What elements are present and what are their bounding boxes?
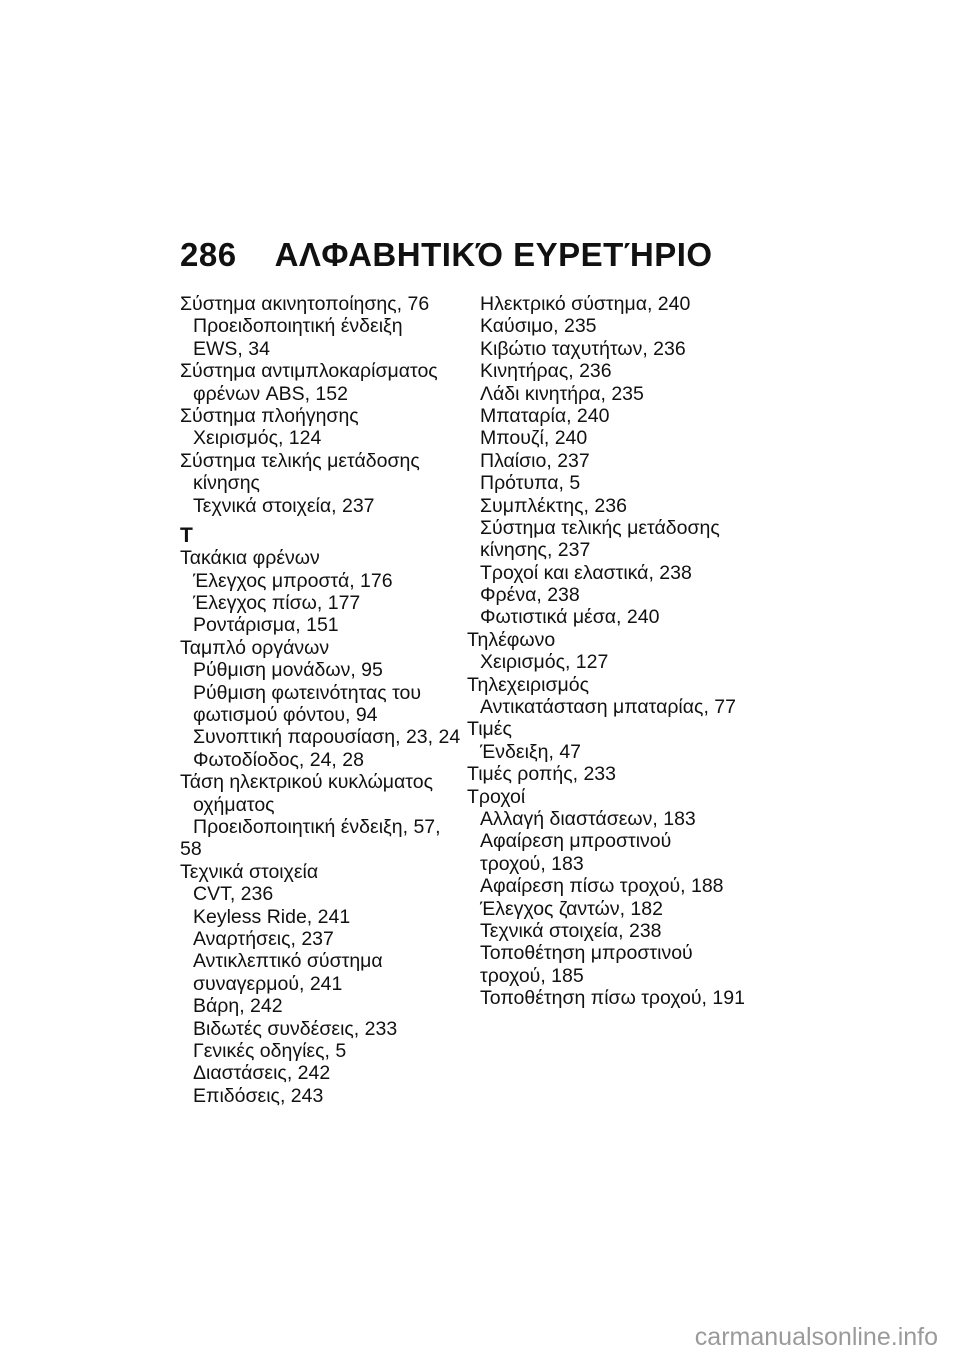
index-subentry: Τροχοί και ελαστικά, 238: [480, 561, 692, 584]
index-entry: Τηλεχειρισμός: [467, 673, 589, 696]
page-number: 286: [180, 236, 237, 273]
index-subentry: τροχού, 185: [480, 964, 584, 987]
index-subentry: Αντικατάσταση μπαταρίας, 77: [480, 696, 736, 719]
index-entry: Ταμπλό οργάνων: [180, 636, 330, 659]
index-letter-heading: T: [180, 523, 193, 547]
index-subentry: τροχού, 183: [480, 852, 584, 875]
index-subentry: Ένδειξη, 47: [480, 740, 582, 763]
index-subentry: Επιδόσεις, 243: [193, 1084, 324, 1107]
index-subentry: Τεχνικά στοιχεία, 238: [480, 919, 662, 942]
index-subentry: Τεχνικά στοιχεία, 237: [193, 494, 375, 517]
index-entry: Τιμές ροπής, 233: [467, 763, 616, 786]
index-entry: Τηλέφωνο: [467, 628, 556, 651]
index-subentry: Μπουζί, 240: [480, 427, 588, 450]
index-subentry: Προειδοποιητική ένδειξη, 57,: [193, 815, 441, 838]
index-subentry: φρένων ABS, 152: [193, 382, 348, 405]
index-entry: Σύστημα τελικής μετάδοσης: [180, 449, 420, 472]
index-subentry: Συμπλέκτης, 236: [480, 494, 627, 517]
index-subentry: Διαστάσεις, 242: [193, 1062, 331, 1085]
index-subentry: Τοποθέτηση πίσω τροχού, 191: [480, 987, 745, 1010]
index-subentry: Αντικλεπτικό σύστημα: [193, 950, 383, 973]
index-subentry: κίνησης: [193, 472, 260, 495]
index-subentry: Τοποθέτηση μπροστινού: [480, 942, 693, 965]
index-subentry: Φωτοδίοδος, 24, 28: [193, 748, 364, 771]
index-subentry: Ηλεκτρικό σύστημα, 240: [480, 293, 691, 315]
index-subentry: CVT, 236: [193, 883, 274, 906]
watermark: carmanualsonline.info: [694, 1323, 938, 1351]
index-entry: Σύστημα πλοήγησης: [180, 404, 359, 427]
index-subentry: Βιδωτές συνδέσεις, 233: [193, 1017, 398, 1040]
index-column-left: [180, 293, 461, 1107]
page-title: ΑΛΦΑΒΗΤΙΚΌ ΕΥΡΕΤΉΡΙΟ: [274, 236, 713, 273]
index-subentry: συναγερμού, 241: [193, 972, 343, 995]
index-subentry: Προειδοποιητική ένδειξη: [193, 315, 403, 338]
index-subentry: Κιβώτιο ταχυτήτων, 236: [480, 337, 686, 360]
index-subentry: κίνησης, 237: [480, 539, 591, 562]
index-subentry: Αφαίρεση πίσω τροχού, 188: [480, 875, 724, 898]
index-subentry: Αφαίρεση μπροστινού: [480, 830, 672, 853]
page-header: [180, 236, 713, 274]
index-subentry: Ροντάρισμα, 151: [193, 614, 339, 637]
index-subentry: Έλεγχος ζαντών, 182: [480, 897, 663, 920]
index-subentry: Χειρισμός, 127: [480, 651, 609, 674]
index-entry: Τροχοί: [467, 785, 526, 808]
index-subentry: Κινητήρας, 236: [480, 360, 612, 383]
index-subentry: Λάδι κινητήρα, 235: [480, 382, 644, 405]
index-subentry: Ρύθμιση μονάδων, 95: [193, 659, 383, 682]
index-subentry: Keyless Ride, 241: [193, 905, 351, 928]
index-subentry: οχήματος: [193, 793, 275, 816]
index-subentry: Πλαίσιο, 237: [480, 449, 590, 472]
index-subentry: EWS, 34: [193, 337, 270, 360]
index-subentry: Πρότυπα, 5: [480, 472, 581, 495]
index-entry: Τεχνικά στοιχεία: [180, 860, 319, 883]
index-subentry: Γενικές οδηγίες, 5: [193, 1039, 347, 1062]
index-subentry: Έλεγχος πίσω, 177: [193, 592, 361, 615]
index-subentry: Ρύθμιση φωτεινότητας του: [193, 681, 422, 704]
index-subentry: Μπαταρία, 240: [480, 404, 610, 427]
index-subentry: φωτισμού φόντου, 94: [193, 704, 378, 727]
index-subentry: Συνοπτική παρουσίαση, 23, 24: [193, 726, 461, 749]
index-entry: Τιμές: [467, 718, 512, 741]
index-subentry: Έλεγχος μπροστά, 176: [193, 569, 393, 592]
index-subentry: Σύστημα τελικής μετάδοσης: [480, 516, 720, 539]
index-column-right: [467, 293, 767, 1010]
index-entry: Σύστημα ακινητοποίησης, 76: [180, 293, 430, 315]
index-entry: Τάση ηλεκτρικού κυκλώματος: [180, 771, 433, 794]
index-subentry: Φρένα, 238: [480, 584, 580, 607]
index-subentry: Αναρτήσεις, 237: [193, 927, 334, 950]
index-entry: 58: [180, 838, 202, 861]
index-entry: Τακάκια φρένων: [180, 547, 320, 570]
index-entry: Σύστημα αντιμπλοκαρίσματος: [180, 360, 438, 383]
index-subentry: Αλλαγή διαστάσεων, 183: [480, 807, 696, 830]
index-subentry: Χειρισμός, 124: [193, 427, 322, 450]
index-subentry: Φωτιστικά μέσα, 240: [480, 606, 660, 629]
index-subentry: Καύσιμο, 235: [480, 315, 597, 338]
index-subentry: Βάρη, 242: [193, 995, 283, 1018]
